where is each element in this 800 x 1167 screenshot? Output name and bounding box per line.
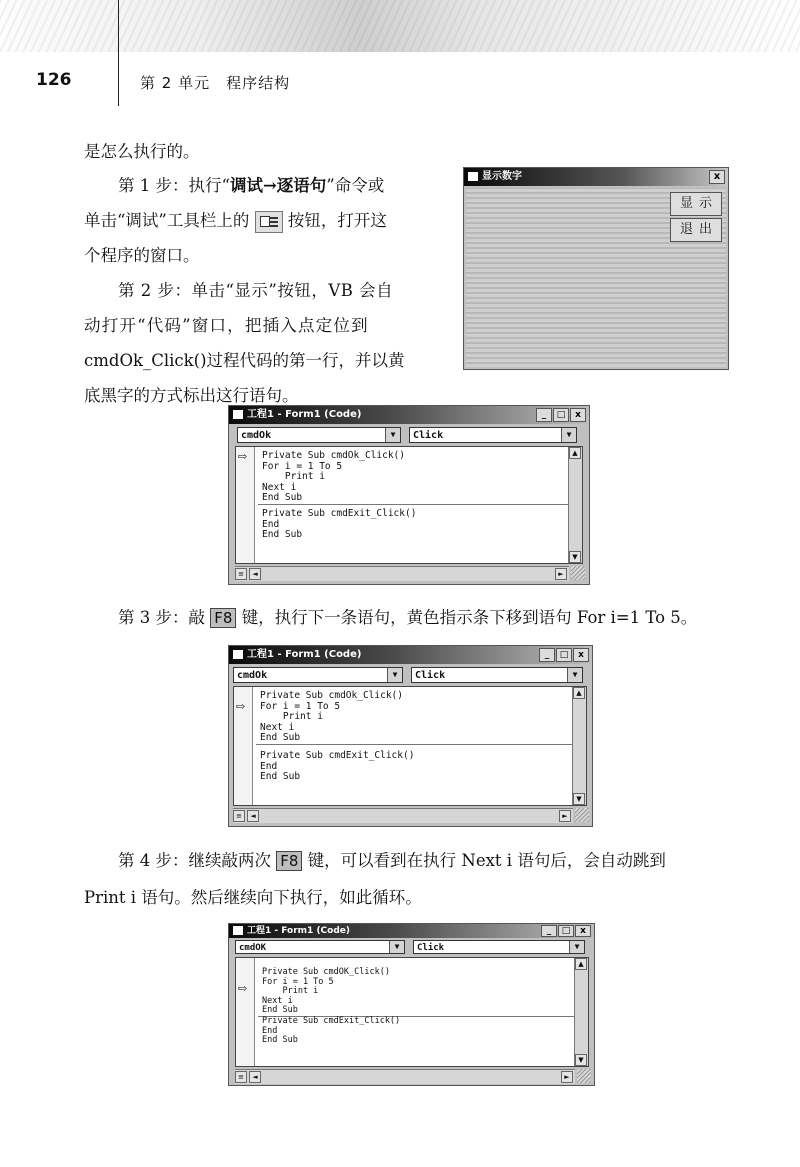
horizontal-scrollbar[interactable] (235, 566, 569, 581)
view-toggle-icon[interactable]: ≡ (235, 1071, 247, 1083)
code-editor[interactable] (235, 446, 583, 564)
step1-line3: 个程序的窗口。 (84, 246, 200, 265)
current-line-arrow-icon: ⇨ (238, 982, 248, 995)
step1-line1 (118, 168, 384, 203)
dropdown-arrow-icon[interactable]: ▼ (385, 428, 400, 442)
code-proc-2: Private Sub cmdExit_Click() End End Sub (262, 508, 417, 540)
code-window-titlebar (229, 646, 592, 664)
form-app-icon (468, 172, 478, 181)
resize-grip[interactable] (577, 1069, 591, 1083)
procedure-combo-value: Click (413, 430, 444, 441)
current-line-arrow-icon: ⇨ (238, 450, 248, 463)
minimize-icon[interactable]: _ (541, 925, 557, 937)
vertical-scrollbar[interactable] (568, 447, 582, 563)
object-combo[interactable] (237, 427, 401, 443)
step4-line2: Print i 语句。然后继续向下执行，如此循环。 (84, 888, 422, 907)
code-window-titlebar (229, 406, 589, 424)
form-client-area (466, 188, 726, 367)
window-controls (536, 408, 586, 422)
horizontal-scrollbar[interactable] (235, 1069, 575, 1084)
margin-indicator-bar (236, 958, 255, 1066)
code-window-1 (228, 405, 590, 585)
page-number: 126 (36, 70, 72, 90)
code-proc-2: Private Sub cmdExit_Click() End End Sub (262, 1016, 401, 1045)
f8-key: F8 (210, 608, 236, 628)
step1-text-a: 第 1 步：执行“ (118, 176, 230, 195)
step1-text-b: ”命令或 (326, 176, 385, 195)
step1-text-d: 按钮，打开这 (287, 211, 387, 230)
code-window-title: 工程1 - Form1 (Code) (247, 649, 362, 660)
step-into-icon (255, 211, 283, 233)
step3-line (118, 600, 697, 635)
code-window-2 (228, 645, 593, 827)
step3-text-a: 第 3 步：敲 (118, 608, 205, 627)
exit-button[interactable]: 退出 (670, 218, 722, 242)
step4-text-b: 键，可以看到在执行 Next i 语句后，会自动跳到 (307, 851, 666, 870)
window-controls (541, 925, 591, 939)
object-combo-value: cmdOk (237, 670, 268, 681)
dropdown-arrow-icon[interactable]: ▼ (387, 668, 402, 682)
code-proc-1: Private Sub cmdOk_Click() For i = 1 To 5 Print i Next i End Sub (260, 690, 403, 743)
chapter-title: 第 2 单元 程序结构 (140, 74, 291, 92)
procedure-combo[interactable] (409, 427, 577, 443)
maximize-icon[interactable]: □ (553, 408, 569, 422)
procedure-separator (258, 504, 568, 505)
project-icon (233, 650, 243, 659)
resize-grip[interactable] (571, 566, 585, 580)
current-line-arrow-icon: ⇨ (236, 700, 246, 713)
step1-text-c: 单击“调试”工具栏上的 (84, 211, 250, 230)
code-window-title: 工程1 - Form1 (Code) (247, 409, 362, 420)
dropdown-arrow-icon[interactable]: ▼ (561, 428, 576, 442)
code-proc-2: Private Sub cmdExit_Click() End End Sub (260, 750, 415, 782)
code-editor[interactable] (235, 957, 589, 1067)
code-window-title: 工程1 - Form1 (Code) (247, 926, 351, 936)
scroll-right-icon[interactable]: ► (561, 1071, 573, 1083)
view-toggle-icon[interactable]: ≡ (233, 810, 245, 822)
f8-key: F8 (276, 851, 302, 871)
object-combo-value: cmdOk (241, 430, 272, 441)
minimize-icon[interactable]: _ (539, 648, 555, 662)
scroll-left-icon[interactable]: ◄ (247, 810, 259, 822)
maximize-icon[interactable]: □ (558, 925, 574, 937)
step2-line2: 动打开“代码”窗口，把插入点定位到 (84, 316, 369, 335)
scroll-left-icon[interactable]: ◄ (249, 1071, 261, 1083)
code-proc-1: Private Sub cmdOK_Click() For i = 1 To 5 Print i Next i End Sub (262, 967, 390, 1015)
horizontal-scrollbar[interactable] (233, 808, 573, 823)
step2-line4: 底黑字的方式标出这行语句。 (84, 386, 299, 405)
minimize-icon[interactable]: _ (536, 408, 552, 422)
code-editor[interactable] (233, 686, 587, 806)
project-icon (233, 926, 243, 935)
scroll-up-icon[interactable]: ▲ (569, 447, 581, 459)
form-title-text: 显示数字 (482, 171, 522, 182)
step2-line3: cmdOk_Click()过程代码的第一行，并以黄 (84, 351, 405, 370)
object-combo-value: cmdOK (239, 943, 267, 953)
dropdown-arrow-icon[interactable]: ▼ (389, 941, 404, 953)
step4-text-a: 第 4 步：继续敲两次 (118, 851, 271, 870)
window-controls (539, 648, 589, 662)
scroll-down-icon[interactable]: ▼ (569, 551, 581, 563)
close-icon[interactable]: x (570, 408, 586, 422)
form-titlebar (464, 168, 728, 186)
view-toggle-icon[interactable]: ≡ (235, 568, 247, 580)
procedure-combo[interactable] (411, 667, 583, 683)
close-icon[interactable]: x (573, 648, 589, 662)
code-proc-1: Private Sub cmdOk_Click() For i = 1 To 5 Print i Next i End Sub (262, 450, 405, 503)
step4-line1 (118, 843, 666, 878)
maximize-icon[interactable]: □ (556, 648, 572, 662)
margin-indicator-bar (236, 447, 255, 563)
scroll-left-icon[interactable]: ◄ (249, 568, 261, 580)
code-window-3 (228, 923, 595, 1086)
scroll-right-icon[interactable]: ► (555, 568, 567, 580)
procedure-combo-value: Click (415, 670, 446, 681)
close-icon[interactable]: x (709, 170, 725, 184)
object-combo[interactable] (235, 940, 405, 954)
procedure-separator (256, 744, 572, 745)
scroll-up-icon[interactable]: ▲ (573, 687, 585, 699)
project-icon (233, 410, 243, 419)
vertical-scrollbar[interactable] (572, 687, 586, 805)
step1-menu-command: 调试→逐语句 (229, 176, 327, 195)
vertical-scrollbar[interactable] (574, 958, 588, 1066)
scroll-right-icon[interactable]: ► (559, 810, 571, 822)
display-number-form (463, 167, 729, 370)
step1-line2 (84, 203, 387, 238)
step2-line1: 第 2 步：单击“显示”按钮，VB 会自 (118, 281, 394, 300)
header-divider (118, 0, 119, 106)
header-banner (0, 0, 800, 52)
dropdown-arrow-icon[interactable]: ▼ (567, 668, 582, 682)
resize-grip[interactable] (575, 808, 589, 822)
intro-line: 是怎么执行的。 (84, 142, 200, 161)
show-button[interactable]: 显示 (670, 192, 722, 216)
step3-text-b: 键，执行下一条语句，黄色指示条下移到语句 For i=1 To 5。 (241, 608, 698, 627)
scroll-down-icon[interactable]: ▼ (575, 1054, 587, 1066)
procedure-combo[interactable] (413, 940, 585, 954)
scroll-down-icon[interactable]: ▼ (573, 793, 585, 805)
procedure-combo-value: Click (417, 943, 445, 953)
code-window-titlebar (229, 924, 594, 938)
object-combo[interactable] (233, 667, 403, 683)
scroll-up-icon[interactable]: ▲ (575, 958, 587, 970)
dropdown-arrow-icon[interactable]: ▼ (569, 941, 584, 953)
close-icon[interactable]: x (575, 925, 591, 937)
